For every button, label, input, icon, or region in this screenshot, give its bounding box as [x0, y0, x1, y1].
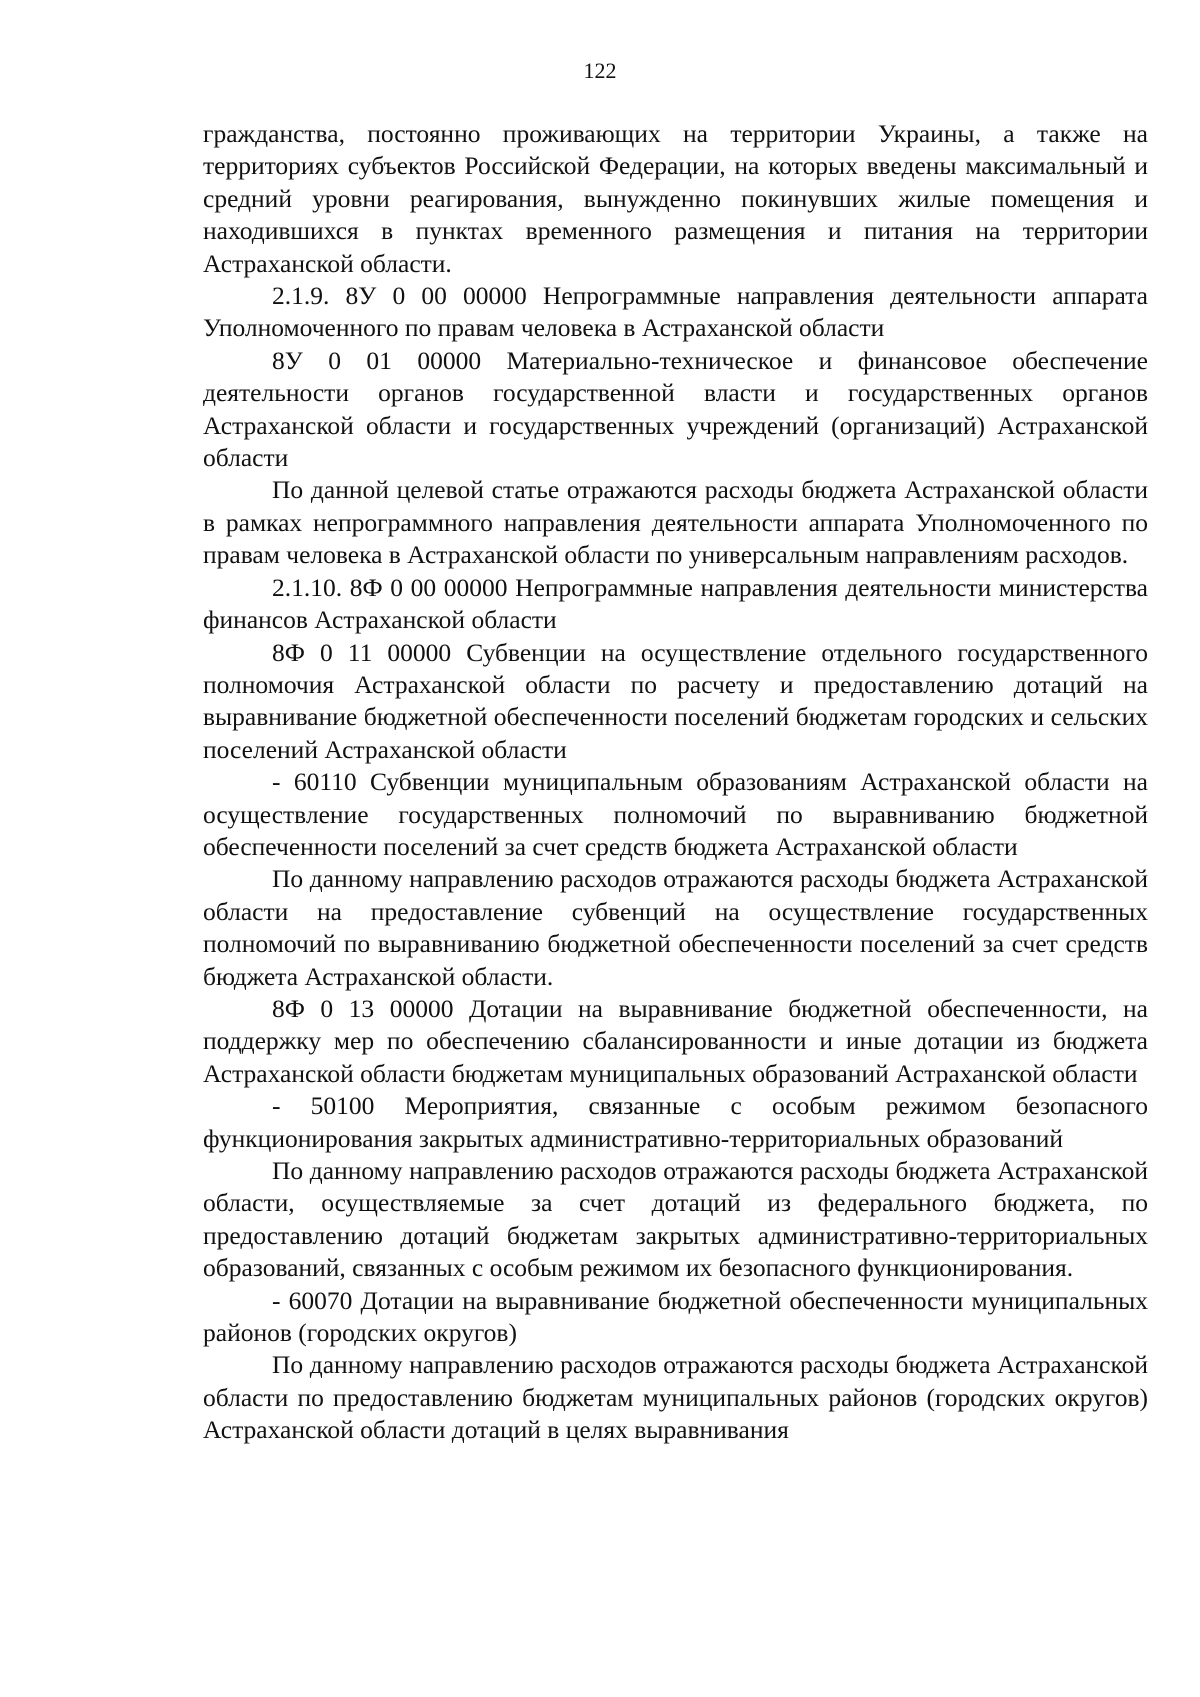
section-heading-2-1-9: 2.1.9. 8У 0 00 00000 Непрограммные направления деятельности аппарата Уполномоченного по правам человека в Астраханской области — [203, 281, 1148, 343]
paragraph-description: По данному направлению расходов отражаются расходы бюджета Астраханской области, осуществляемые за счет дотаций из федерального бюджета, по предоставлению дотаций бюджетам закрытых административно-территориальных образований, связанных с особым режимом их безопасного функционирования. — [203, 1156, 1148, 1283]
expense-item-60110: - 60110 Субвенции муниципальным образованиям Астраханской области на осуществление государственных полномочий по выравниванию бюджетной обеспеченности поселений за счет средств бюджета Астраханской области — [203, 767, 1148, 861]
paragraph-description: По данному направлению расходов отражаются расходы бюджета Астраханской области на предоставление субвенций на осуществление государственных полномочий по выравниванию бюджетной обеспеченности поселений за счет средств бюджета Астраханской области. — [203, 864, 1148, 991]
expense-item-50100: - 50100 Мероприятия, связанные с особым режимом безопасного функционирования закрытых административно-территориальных образований — [203, 1091, 1148, 1153]
section-heading-2-1-10: 2.1.10. 8Ф 0 00 00000 Непрограммные направления деятельности министерства финансов Астраханской области — [203, 572, 1148, 635]
target-article-8f-0-11: 8Ф 0 11 00000 Субвенции на осуществление отдельного государственного полномочия Астраханской области по расчету и предоставлению дотаций на выравнивание бюджетной обеспеченности поселений бюджетам городских и сельских поселений Астраханской области — [203, 637, 1148, 764]
expense-item-60070: - 60070 Дотации на выравнивание бюджетной обеспеченности муниципальных районов (городских округов) — [203, 1285, 1148, 1348]
target-article-8f-0-13: 8Ф 0 13 00000 Дотации на выравнивание бюджетной обеспеченности, на поддержку мер по обеспечению сбалансированности и иные дотации из бюджета Астраханской области бюджетам муниципальных образований Астраханской области — [203, 993, 1148, 1088]
paragraph-description: По данному направлению расходов отражаются расходы бюджета Астраханской области по предоставлению бюджетам муниципальных районов (городских округов) Астраханской области дотаций в целях выравнивания — [203, 1350, 1148, 1445]
target-article-8u-0-01: 8У 0 01 00000 Материально-техническое и финансовое обеспечение деятельности органов государственной власти и государственных органов Астраханской области и государственных учреждений (организаций) Астраханской области — [203, 345, 1148, 473]
paragraph-description: По данной целевой статье отражаются расходы бюджета Астраханской области в рамках непрограммного направления деятельности аппарата Уполномоченного по правам человека в Астраханской области по универсальным направлениям расходов. — [203, 475, 1148, 570]
paragraph-continuation: гражданства, постоянно проживающих на территории Украины, а также на территориях субъектов Российской Федерации, на которых введены максимальный и средний уровни реагирования, вынужденно покинувших жилые помещения и находившихся в пунктах временного размещения и питания на территории Астраханской области. — [203, 119, 1148, 278]
page-number: 122 — [583, 58, 617, 83]
document-body — [203, 118, 1148, 1447]
